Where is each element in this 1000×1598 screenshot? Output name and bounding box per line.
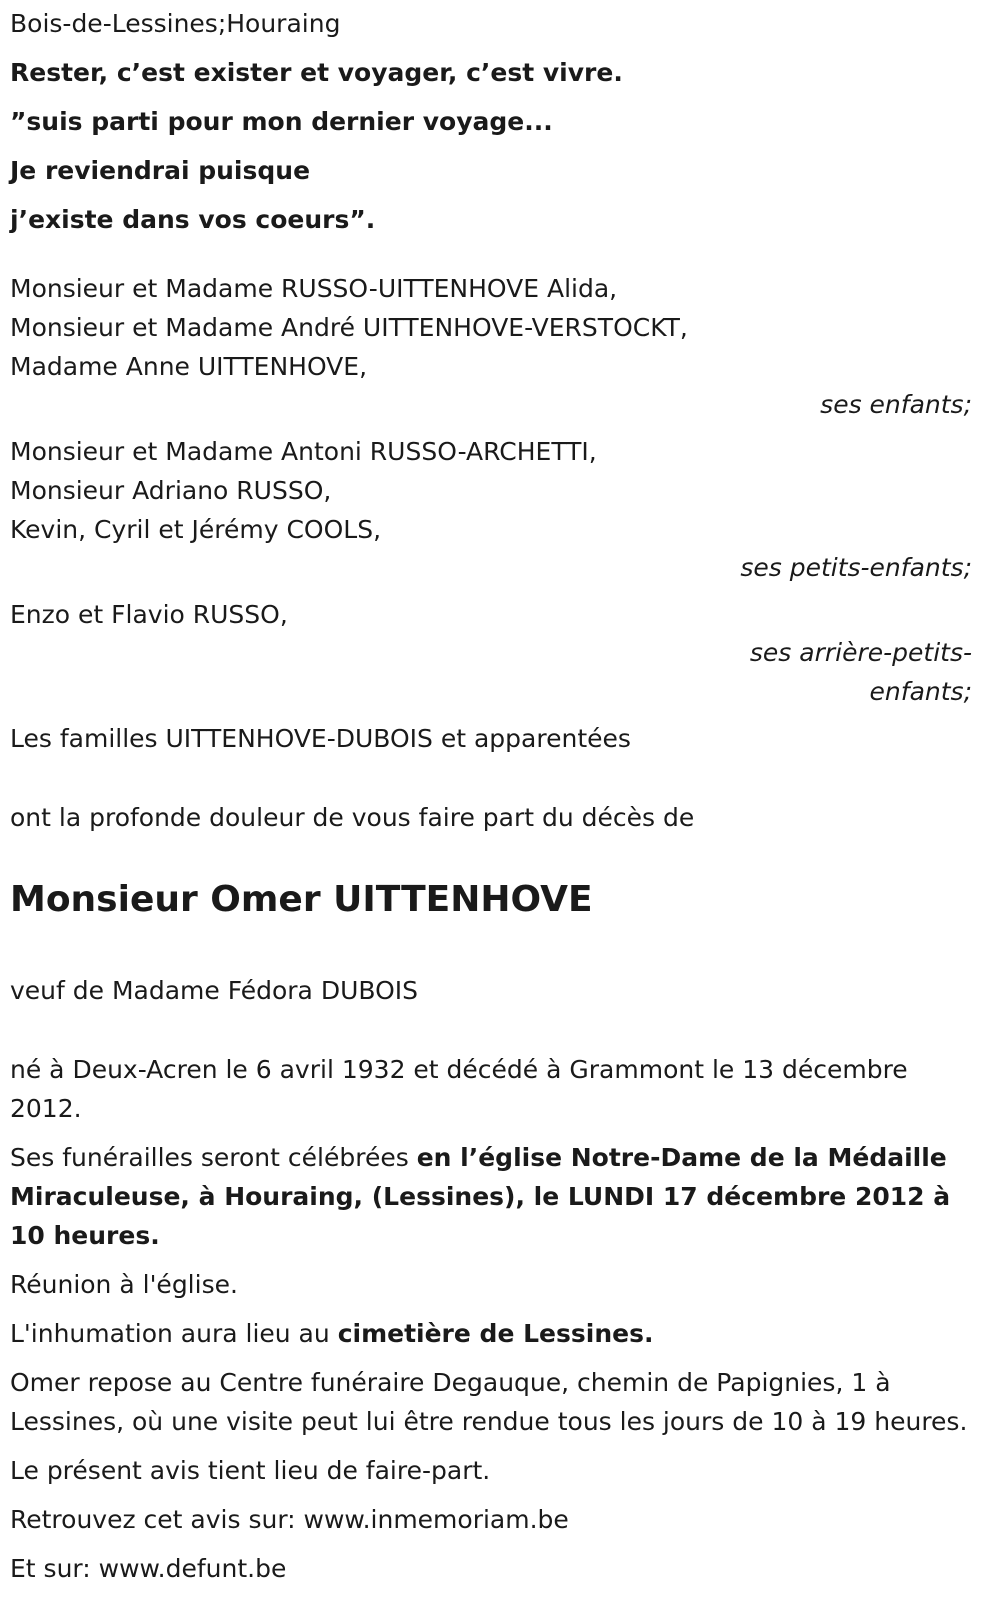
widow-line: veuf de Madame Fédora DUBOIS: [10, 976, 419, 1005]
family-member: Monsieur et Madame André UITTENHOVE-VERSTOCKT,: [10, 313, 688, 342]
relation-label: ses enfants;: [820, 390, 972, 419]
online-line-inmemoriam: Retrouvez cet avis sur: www.inmemoriam.be: [10, 1505, 569, 1534]
motto-block: [10, 53, 972, 239]
relation-wrap: [737, 633, 972, 711]
family-member: Monsieur et Madame Antoni RUSSO-ARCHETTI,: [10, 437, 597, 466]
relation-label: ses petits-enfants;: [740, 553, 972, 582]
family-member: Monsieur et Madame RUSSO-UITTENHOVE Alida,: [10, 274, 618, 303]
reunion-line: Réunion à l'église.: [10, 1270, 238, 1299]
motto-line: Je reviendrai puisque: [10, 156, 311, 185]
family-member: Monsieur Adriano RUSSO,: [10, 476, 332, 505]
children-group: [10, 269, 972, 424]
motto-line: Rester, c’est exister et voyager, c’est vivre.: [10, 58, 623, 87]
funeral-details: en l’église Notre-Dame de la Médaille Miraculeuse, à Houraing, (Lessines), le LUNDI 17 décembre 2012 à 10 heures.: [10, 1143, 951, 1250]
great-grandchildren-group: [10, 595, 972, 711]
family-member: Madame Anne UITTENHOVE,: [10, 352, 368, 381]
funeral-paragraph: [10, 1138, 972, 1255]
relation-label: ses arrière-petits-enfants;: [749, 638, 972, 706]
burial-place: cimetière de Lessines.: [337, 1319, 654, 1348]
funeral-intro: Ses funérailles seront célébrées: [10, 1143, 417, 1172]
family-member: Enzo et Flavio RUSSO,: [10, 600, 288, 629]
birth-death-line: né à Deux-Acren le 6 avril 1932 et décédé à Grammont le 13 décembre 2012.: [10, 1055, 908, 1123]
motto-line: j’existe dans vos coeurs”.: [10, 205, 376, 234]
family-member: Kevin, Cyril et Jérémy COOLS,: [10, 515, 382, 544]
families-line: Les familles UITTENHOVE-DUBOIS et apparentées: [10, 724, 631, 753]
announcement-line: ont la profonde douleur de vous faire part du décès de: [10, 803, 695, 832]
online-line-defunt: Et sur: www.defunt.be: [10, 1554, 287, 1583]
deceased-name: Monsieur Omer UITTENHOVE: [10, 879, 593, 920]
grandchildren-group: [10, 432, 972, 587]
notice-line: Le présent avis tient lieu de faire-part.: [10, 1456, 491, 1485]
motto-line: ”suis parti pour mon dernier voyage...: [10, 107, 553, 136]
burial-intro: L'inhumation aura lieu au: [10, 1319, 338, 1348]
burial-paragraph: [10, 1314, 972, 1353]
place-line: Bois-de-Lessines;Houraing: [10, 9, 341, 38]
rest-paragraph: Omer repose au Centre funéraire Degauque, chemin de Papignies, 1 à Lessines, où une visite peut lui être rendue tous les jours de 10 à 19 heures.: [10, 1368, 968, 1436]
